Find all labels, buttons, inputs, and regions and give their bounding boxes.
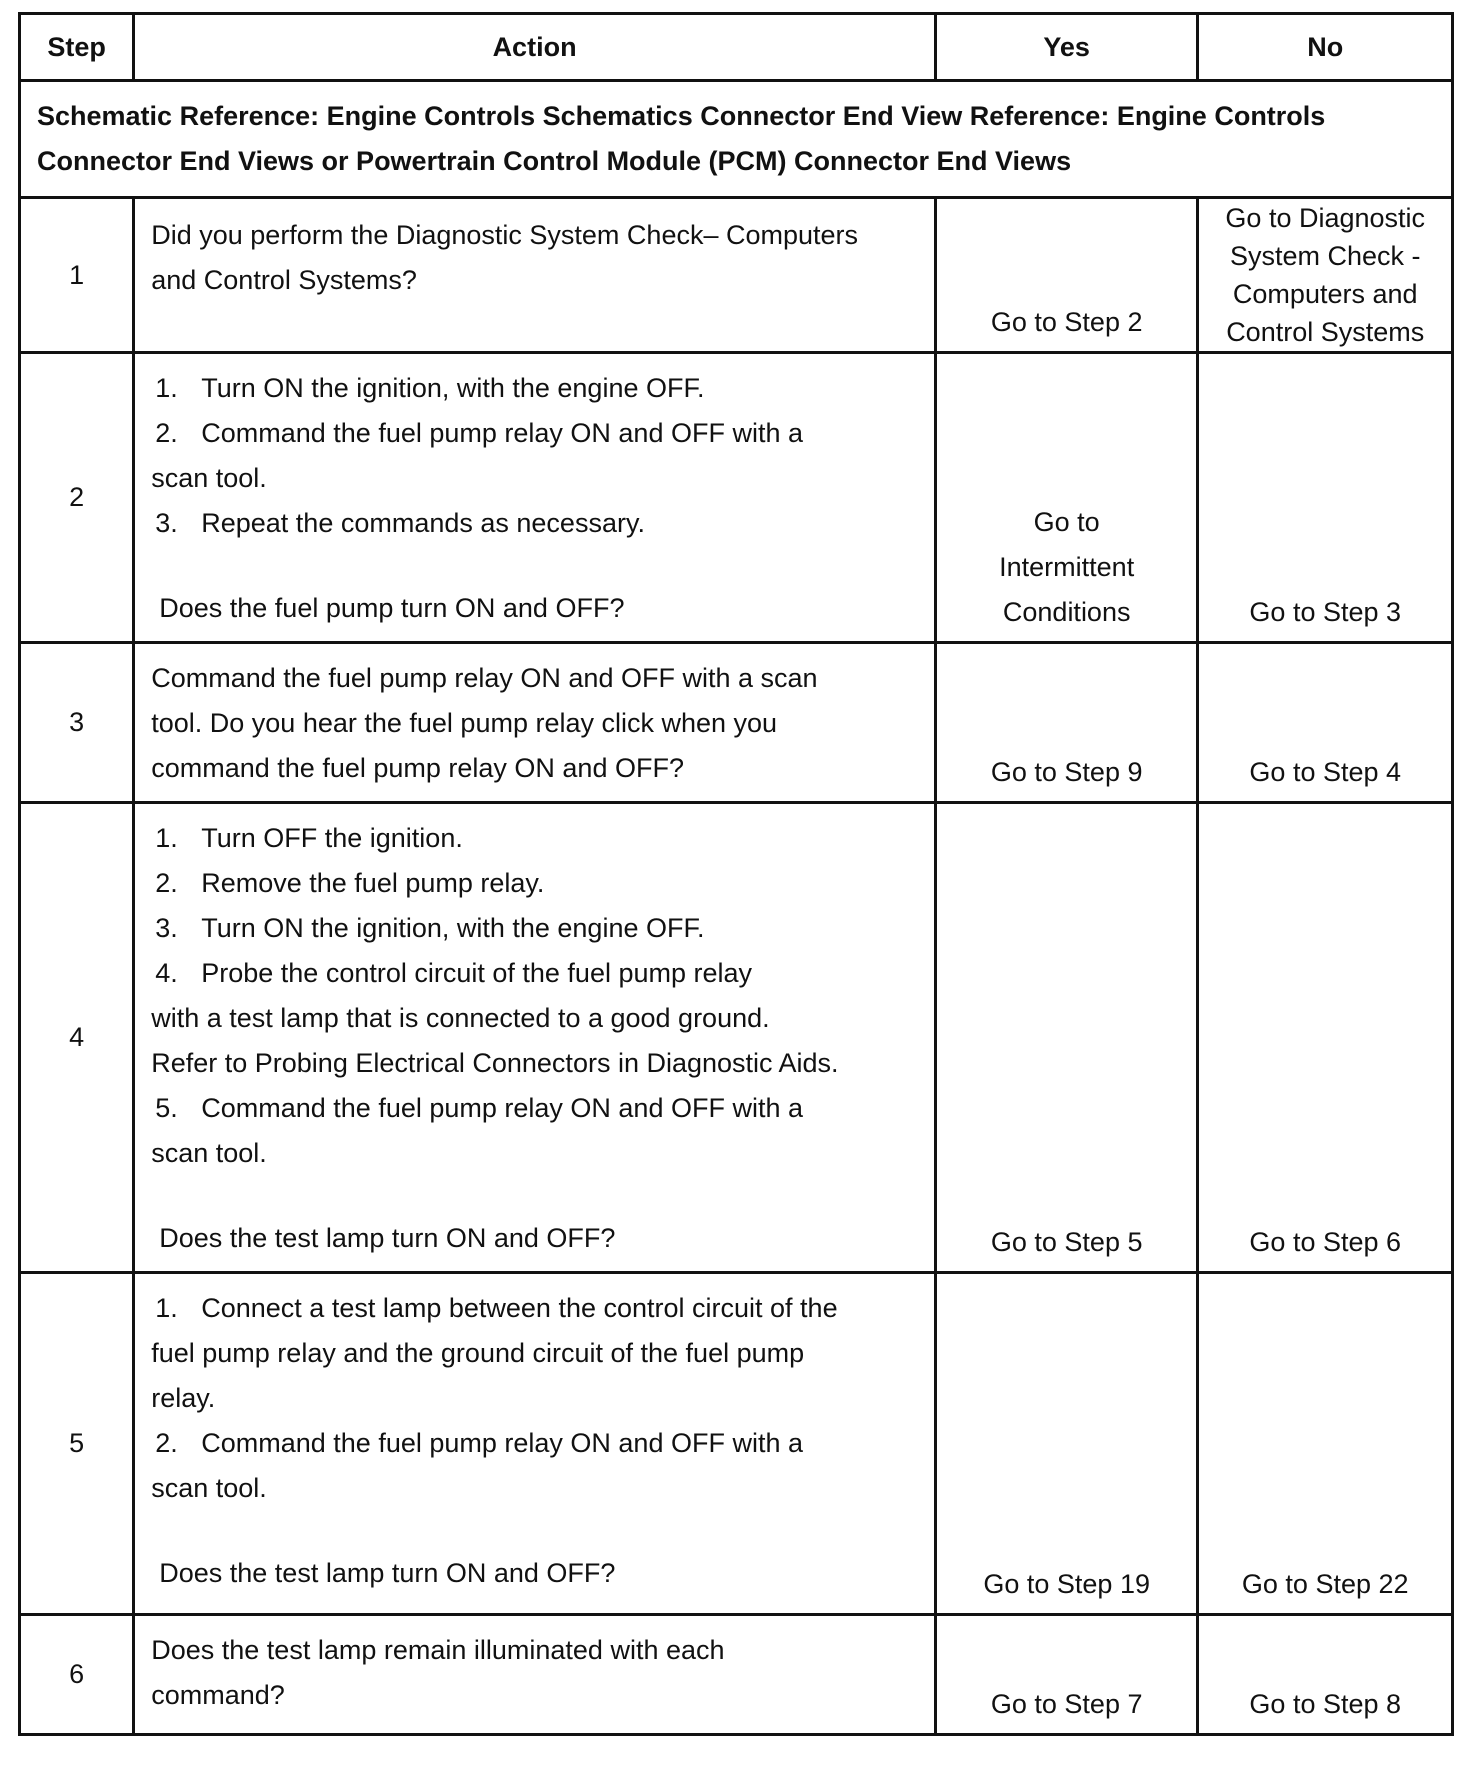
step-number: 4 xyxy=(20,803,134,1273)
question: Does the fuel pump turn ON and OFF? xyxy=(159,593,625,623)
yes-cell: Go to Step 7 xyxy=(935,1615,1198,1735)
step-number: 1 xyxy=(20,198,134,353)
question: Does the test lamp turn ON and OFF? xyxy=(159,1558,616,1588)
yes-cell: Go to Step 2 xyxy=(935,198,1198,353)
action-cell: Command the fuel pump relay ON and OFF with a scan tool. Do you hear the fuel pump relay click when you command the fuel pump relay ON and OFF? xyxy=(134,643,936,803)
question: Does the test lamp turn ON and OFF? xyxy=(159,1223,616,1253)
table-row xyxy=(20,643,1453,803)
action-cell: 1. Turn OFF the ignition. 2. Remove the fuel pump relay. 3. Turn ON the ignition, with the engine OFF. 4. Probe the control circuit of the fuel pump relay with a test lamp that is connected to a good ground. Refer to Probing Electrical Connectors in Diagnostic Aids. 5. Command the fuel pump relay ON and OFF with a scan tool. Does the test lamp turn ON and OFF? xyxy=(134,803,936,1273)
yes-cell: Go to Step 9 xyxy=(935,643,1198,803)
step-number: 5 xyxy=(20,1273,134,1615)
table-row xyxy=(20,1273,1453,1615)
table-row xyxy=(20,353,1453,643)
no-cell: Go to Step 8 xyxy=(1198,1615,1453,1735)
step-number: 3 xyxy=(20,643,134,803)
action-cell: Did you perform the Diagnostic System Check– Computers and Control Systems? xyxy=(134,198,936,353)
step-number: 2 xyxy=(20,353,134,643)
schematic-reference: Schematic Reference: Engine Controls Schematics Connector End View Reference: Engine Controls Connector End Views or Powertrain Control Module (PCM) Connector End Views xyxy=(20,81,1453,198)
reference-row xyxy=(20,81,1453,198)
header-no: No xyxy=(1198,14,1453,81)
diagnostic-table xyxy=(18,12,1454,1736)
action-cell: Does the test lamp remain illuminated with each command? xyxy=(134,1615,936,1735)
yes-cell: Go to Step 5 xyxy=(935,803,1198,1273)
step-number: 6 xyxy=(20,1615,134,1735)
header-row xyxy=(20,14,1453,81)
no-cell: Go to Step 22 xyxy=(1198,1273,1453,1615)
table-row xyxy=(20,1615,1453,1735)
no-cell: Go to Diagnostic System Check - Computers and Control Systems xyxy=(1198,198,1453,353)
table-row xyxy=(20,198,1453,353)
no-cell: Go to Step 4 xyxy=(1198,643,1453,803)
action-cell: 1. Connect a test lamp between the control circuit of the fuel pump relay and the ground circuit of the fuel pump relay. 2. Command the fuel pump relay ON and OFF with a scan tool. Does the test lamp turn ON and OFF? xyxy=(134,1273,936,1615)
no-cell: Go to Step 3 xyxy=(1198,353,1453,643)
header-action: Action xyxy=(134,14,936,81)
table-row xyxy=(20,803,1453,1273)
header-yes: Yes xyxy=(935,14,1198,81)
action-cell: 1. Turn ON the ignition, with the engine OFF. 2. Command the fuel pump relay ON and OFF with a scan tool. 3. Repeat the commands as necessary. Does the fuel pump turn ON and OFF? xyxy=(134,353,936,643)
no-cell: Go to Step 6 xyxy=(1198,803,1453,1273)
yes-cell: Go to Step 19 xyxy=(935,1273,1198,1615)
header-step: Step xyxy=(20,14,134,81)
yes-cell: Go to Intermittent Conditions xyxy=(935,353,1198,643)
